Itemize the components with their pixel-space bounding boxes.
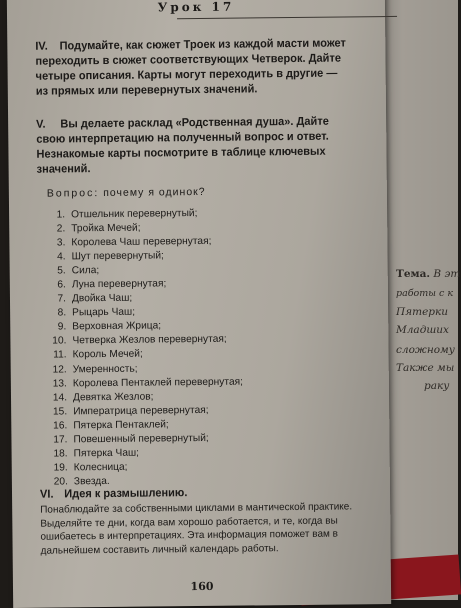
page-number: 160 (190, 579, 214, 594)
right-page-line: Младших (396, 324, 449, 336)
list-item: 7. Двойка Чаш; (57, 292, 133, 305)
right-page-heading: Тема. В эт (396, 268, 461, 280)
list-item: 20. Звезда. (53, 475, 110, 488)
section-v (36, 114, 353, 177)
question-label: Вопрос: (46, 187, 100, 200)
list-item: 2. Тройка Мечей; (56, 222, 141, 235)
list-item: 4. Шут перевернутый; (56, 250, 164, 263)
card-list (47, 207, 244, 490)
section-number: V. (36, 118, 46, 131)
header-rule (177, 16, 397, 19)
question-text: почему я одинок? (103, 185, 206, 199)
list-item: 15. Императрица перевернутая; (52, 404, 209, 418)
list-item: 10. Четверка Жезлов перевернутая; (52, 334, 227, 347)
list-item: 14. Девятка Жезлов; (52, 391, 154, 404)
right-page-line: сложному (396, 344, 455, 356)
list-item: 6. Луна перевернутая; (57, 278, 167, 291)
list-item: 5. Сила; (57, 265, 100, 277)
book-page (7, 0, 391, 608)
list-item: 13. Королева Пентаклей перевернутая; (52, 376, 243, 390)
right-page-line: Пятерки (396, 306, 449, 318)
list-item: 11. Король Мечей; (53, 349, 143, 361)
section-number: VI. (39, 488, 54, 501)
section-text: Подумайте, как сюжет Троек из каждой масти может переходить в сюжет соответствующих Четверок. Дайте четыре описания. Карты могут переходить в другие — из прямых или перевернутых значений. (35, 37, 346, 98)
list-item: 12. Умеренность; (52, 363, 138, 376)
list-item: 9. Верховная Жрица; (57, 320, 162, 333)
list-item: 16. Пятерка Пентаклей; (53, 419, 169, 432)
section-vi-text: Понаблюдайте за собственными циклами в мантической практике. Выделяйте те дни, когда вам хорошо работается, и те, когда вы ошибаетесь в интерпретациях. Эта информация поможет вам в дальнейшем составить личный календарь работы. (40, 501, 353, 557)
section-text: Вы делаете расклад «Родственная душа». Дайте свою интерпретацию на полученный вопрос и ответ. Незнакомые карты посмотрите в таблице ключевых значений. (36, 115, 329, 176)
right-page-line: Также мы (396, 362, 455, 374)
section-number: IV. (35, 40, 48, 53)
right-page-line: работы с к (396, 288, 454, 299)
page-header: Урок 17 (157, 0, 235, 15)
section-title: Идея к размышлению. (64, 487, 188, 501)
list-item: 8. Рыцарь Чаш; (57, 306, 136, 319)
section-iv (35, 36, 352, 99)
question-line (47, 186, 206, 200)
list-item: 1. Отшельник перевернутый; (56, 208, 198, 221)
list-item: 18. Пятерка Чаш; (53, 447, 140, 460)
list-item: 3. Королева Чаш перевернутая; (56, 235, 212, 249)
right-page-line: раку (424, 380, 450, 392)
list-item: 19. Колесница; (53, 461, 128, 474)
list-item: 17. Повешенный перевернутый; (53, 432, 209, 446)
